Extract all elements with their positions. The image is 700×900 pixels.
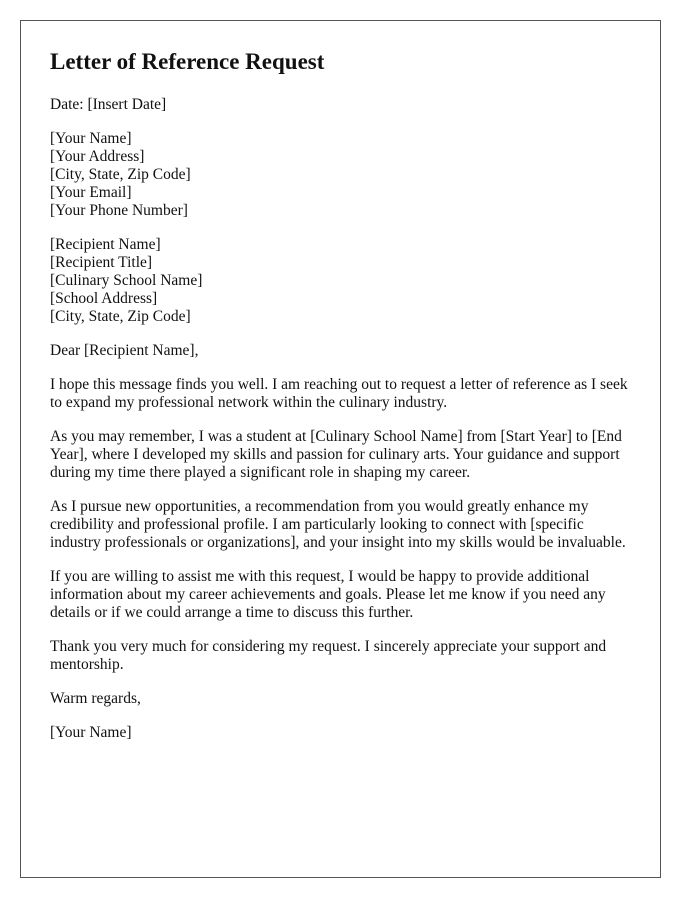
- recipient-title: [Recipient Title]: [50, 254, 153, 271]
- letter-content: [50, 48, 630, 758]
- date-line: Date: [Insert Date]: [50, 96, 167, 113]
- recipient-city-state-zip: [City, State, Zip Code]: [50, 308, 191, 325]
- sender-name: [Your Name]: [50, 130, 132, 147]
- sender-address-block: [50, 130, 630, 220]
- body-paragraph-5: Thank you very much for considering my request. I sincerely appreciate your support and mentorship.: [50, 638, 607, 673]
- recipient-school-name: [Culinary School Name]: [50, 272, 203, 289]
- body-paragraph-1: I hope this message finds you well. I am reaching out to request a letter of reference as I seek to expand my professional network within the culinary industry.: [50, 376, 628, 411]
- sender-city-state-zip: [City, State, Zip Code]: [50, 166, 191, 183]
- letter-title: Letter of Reference Request: [50, 49, 325, 74]
- body-paragraph-4: If you are willing to assist me with this request, I would be happy to provide additional information about my career achievements and goals. Please let me know if you need any details or if we could arrange a time to discuss this further.: [50, 568, 606, 621]
- body-paragraph-3: As I pursue new opportunities, a recommendation from you would greatly enhance my credibility and professional profile. I am particularly looking to connect with [specific industry professionals or organizations], and your insight into my skills would be invaluable.: [50, 498, 626, 551]
- recipient-school-address: [School Address]: [50, 290, 158, 307]
- letter-page: [20, 20, 661, 878]
- sender-email: [Your Email]: [50, 184, 132, 201]
- sender-phone: [Your Phone Number]: [50, 202, 188, 219]
- sender-address: [Your Address]: [50, 148, 145, 165]
- recipient-name: [Recipient Name]: [50, 236, 161, 253]
- body-paragraph-2: As you may remember, I was a student at [Culinary School Name] from [Start Year] to [End Year], where I developed my skills and passion for culinary arts. Your guidance and support during my time there played a significant role in shaping my career.: [50, 428, 622, 481]
- recipient-address-block: [50, 236, 630, 326]
- salutation: Dear [Recipient Name],: [50, 342, 199, 359]
- signature: [Your Name]: [50, 724, 132, 741]
- closing: Warm regards,: [50, 690, 141, 707]
